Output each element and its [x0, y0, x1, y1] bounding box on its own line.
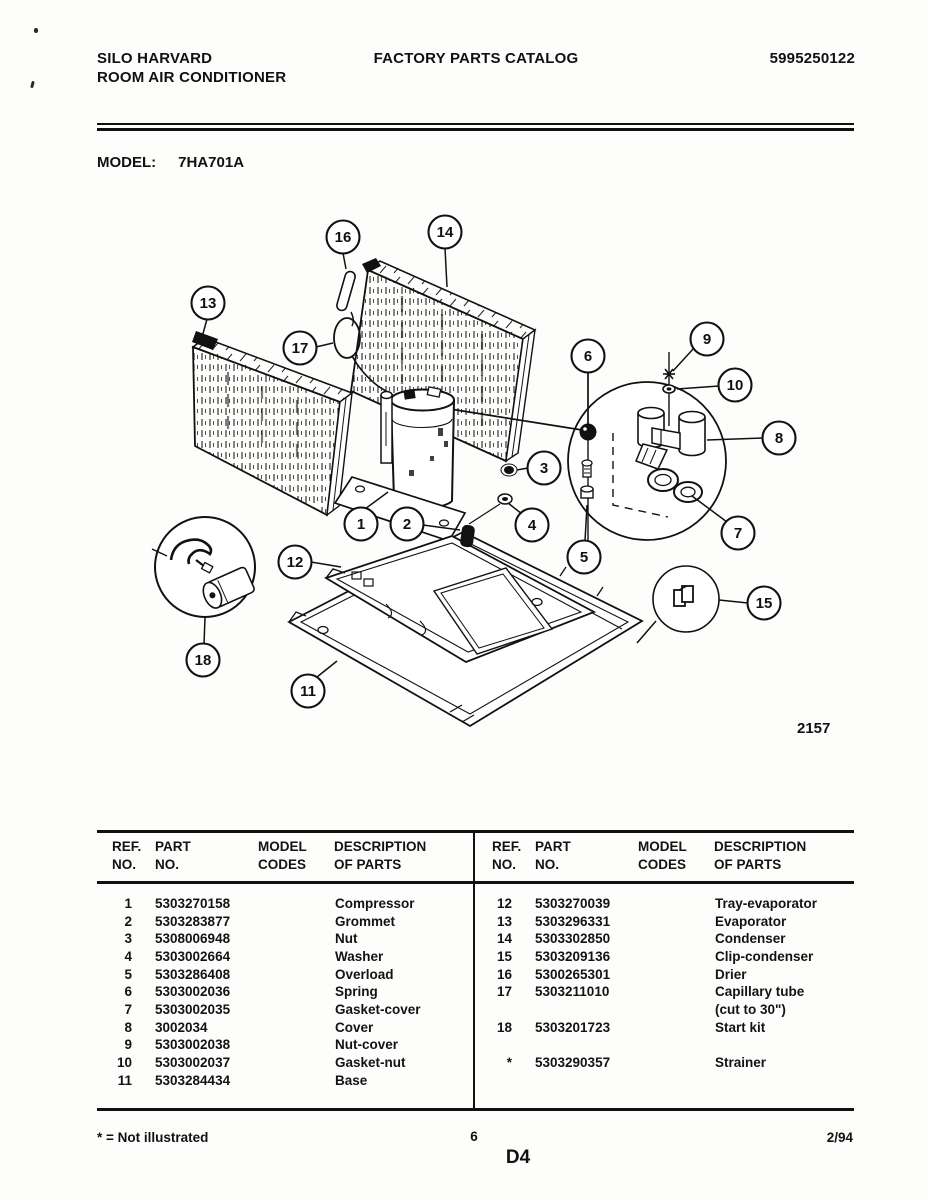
callout-number: 4	[527, 517, 537, 534]
part-cell: 5303290357	[535, 1054, 611, 1070]
compressor-terminal	[403, 389, 415, 399]
col-header-right-0: NO.	[492, 857, 517, 872]
table-rule-header	[97, 881, 854, 884]
ref-cell: 16	[496, 966, 512, 982]
callout-leader-line	[204, 618, 205, 644]
ref-cell: 8	[124, 1019, 132, 1035]
callout-leader-line	[316, 343, 333, 347]
callout-leader-line	[719, 600, 748, 603]
callout-leader-line	[317, 661, 337, 677]
ref-cell: 4	[124, 948, 132, 964]
part-cell: 5303002037	[155, 1054, 231, 1070]
part-cell: 5308006948	[155, 931, 231, 947]
callout-number: 9	[702, 331, 712, 348]
col-header-left-0: NO.	[112, 857, 137, 872]
table-rule-bottom	[97, 1108, 854, 1111]
callout-leader-line	[517, 468, 528, 470]
process-tube-bracket	[381, 392, 392, 464]
callout-4	[508, 503, 549, 542]
not-illustrated-note: * = Not illustrated	[97, 1130, 209, 1145]
callout-15	[719, 587, 781, 620]
ref-cell: 18	[496, 1019, 512, 1035]
col-header-left-3: DESCRIPTION	[334, 839, 427, 854]
part-cell: 5303209136	[535, 948, 611, 964]
figure-number: 2157	[797, 720, 831, 737]
callout-leader-line	[445, 248, 447, 287]
table-rule-top	[97, 830, 854, 833]
callout-16	[327, 221, 360, 270]
callout-number: 13	[199, 295, 217, 312]
ref-cell: 17	[496, 984, 512, 1000]
desc-cell: Base	[335, 1072, 368, 1088]
washer	[469, 494, 512, 524]
callout-leader-line	[677, 386, 719, 389]
header-rule-thick	[97, 128, 854, 132]
col-header-left-1: NO.	[155, 857, 180, 872]
desc-cell: Evaporator	[715, 913, 787, 929]
callout-number: 7	[733, 525, 743, 542]
part-cell: 5300265301	[535, 966, 611, 982]
callout-number: 5	[579, 549, 589, 566]
col-header-left-2: MODEL	[258, 839, 307, 854]
desc-cell: (cut to 30")	[715, 1001, 786, 1017]
brand-block	[97, 49, 286, 87]
callout-number: 16	[334, 229, 352, 246]
part-cell: 5303284434	[155, 1072, 231, 1088]
callout-17	[284, 332, 334, 365]
part-cell: 5303270158	[155, 896, 231, 911]
callout-number: 18	[194, 652, 212, 669]
part-cell: 5303002036	[155, 984, 231, 1000]
ref-cell: 10	[116, 1054, 132, 1070]
desc-cell: Nut-cover	[335, 1037, 399, 1053]
col-header-left-1: PART	[155, 839, 191, 854]
scan-artifact	[30, 81, 35, 89]
ref-cell: 1	[124, 896, 132, 911]
callout-number: 14	[436, 224, 454, 241]
callout-leader-line	[311, 562, 341, 567]
part-cell: 3002034	[155, 1019, 208, 1035]
page-number: 6	[470, 1129, 478, 1144]
callout-number: 11	[300, 683, 316, 700]
desc-cell: Strainer	[715, 1054, 767, 1070]
desc-cell: Condenser	[715, 931, 786, 947]
callout-12	[279, 546, 342, 579]
model-line	[97, 154, 244, 171]
ref-cell: 12	[496, 896, 512, 911]
desc-cell: Compressor	[335, 896, 415, 911]
callout-number: 6	[583, 348, 593, 365]
ref-cell: *	[506, 1054, 512, 1070]
revision-date: 2/94	[826, 1130, 853, 1145]
callout-number: 2	[402, 516, 412, 533]
detail-circle-clip	[637, 566, 719, 643]
callout-leader-line	[673, 348, 694, 371]
part-cell: 5303002038	[155, 1037, 231, 1053]
desc-cell: Gasket-nut	[335, 1054, 406, 1070]
part-cell: 5303201723	[535, 1019, 611, 1035]
evaporator-coil	[192, 331, 352, 515]
col-header-right-3: OF PARTS	[714, 857, 782, 872]
part-cell: 5303286408	[155, 966, 231, 982]
brand-line-1: SILO HARVARD	[97, 50, 213, 67]
ref-cell: 13	[496, 913, 512, 929]
desc-cell: Washer	[335, 948, 384, 964]
col-header-right-1: NO.	[535, 857, 560, 872]
col-header-left-2: CODES	[258, 857, 307, 872]
callout-14	[429, 216, 462, 288]
scan-artifact	[34, 28, 38, 33]
callout-number: 3	[539, 460, 549, 477]
nut	[501, 464, 517, 476]
ref-cell: 9	[124, 1037, 132, 1053]
col-header-right-2: MODEL	[638, 839, 687, 854]
ref-cell: 15	[496, 948, 512, 964]
desc-cell: Spring	[335, 984, 378, 1000]
ref-cell: 6	[124, 984, 132, 1000]
callout-number: 8	[774, 430, 784, 447]
detail-circle-start-kit	[152, 517, 255, 617]
publication-number: 5995250122	[769, 50, 855, 67]
desc-cell: Start kit	[715, 1019, 766, 1035]
col-header-right-2: CODES	[638, 857, 687, 872]
part-cell: 5303002664	[155, 948, 231, 964]
ref-cell: 3	[124, 931, 132, 947]
desc-cell: Cover	[335, 1019, 374, 1035]
model-label: MODEL:	[97, 154, 157, 171]
exploded-parts-diagram	[0, 185, 927, 760]
callout-number: 17	[291, 340, 309, 357]
desc-cell: Grommet	[335, 913, 396, 929]
col-header-left-0: REF.	[112, 839, 142, 854]
ref-cell: 2	[124, 913, 132, 929]
ref-cell: 11	[117, 1072, 132, 1088]
callout-number: 15	[755, 595, 773, 612]
part-cell: 5303283877	[155, 913, 231, 929]
callout-number: 1	[356, 516, 366, 533]
desc-cell: Gasket-cover	[335, 1001, 421, 1017]
desc-cell: Nut	[335, 931, 358, 947]
ref-cell: 14	[496, 931, 512, 947]
callout-9	[673, 323, 724, 372]
detail-circle-cover	[568, 352, 726, 540]
part-cell: 5303211010	[535, 984, 610, 1000]
callout-3	[517, 452, 561, 485]
part-cell: 5303302850	[535, 931, 611, 947]
spring	[580, 424, 597, 441]
desc-cell: Drier	[715, 966, 747, 982]
callout-number: 10	[726, 377, 744, 394]
desc-cell: Clip-condenser	[715, 948, 814, 964]
header-rule-thin	[97, 123, 854, 125]
callout-11	[292, 661, 338, 708]
callout-leader-line	[343, 253, 346, 269]
desc-cell: Overload	[335, 966, 394, 982]
model-number: 7HA701A	[178, 154, 245, 171]
col-header-left-3: OF PARTS	[334, 857, 402, 872]
desc-cell: Capillary tube	[715, 984, 805, 1000]
col-header-right-3: DESCRIPTION	[714, 839, 807, 854]
part-cell: 5303270039	[535, 896, 611, 911]
gasket-nut-ring	[663, 385, 675, 393]
ref-cell: 5	[124, 966, 132, 982]
callout-18	[187, 618, 220, 677]
brand-line-2: ROOM AIR CONDITIONER	[97, 69, 287, 86]
ref-cell: 7	[124, 1001, 132, 1017]
col-header-right-1: PART	[535, 839, 571, 854]
page-title: FACTORY PARTS CATALOG	[373, 50, 579, 67]
section-code: D4	[505, 1147, 531, 1168]
part-cell: 5303002035	[155, 1001, 231, 1017]
table-divider	[473, 830, 475, 1111]
col-header-right-0: REF.	[492, 839, 522, 854]
part-cell: 5303296331	[535, 913, 611, 929]
callout-number: 12	[286, 554, 304, 571]
desc-cell: Tray-evaporator	[715, 896, 818, 911]
